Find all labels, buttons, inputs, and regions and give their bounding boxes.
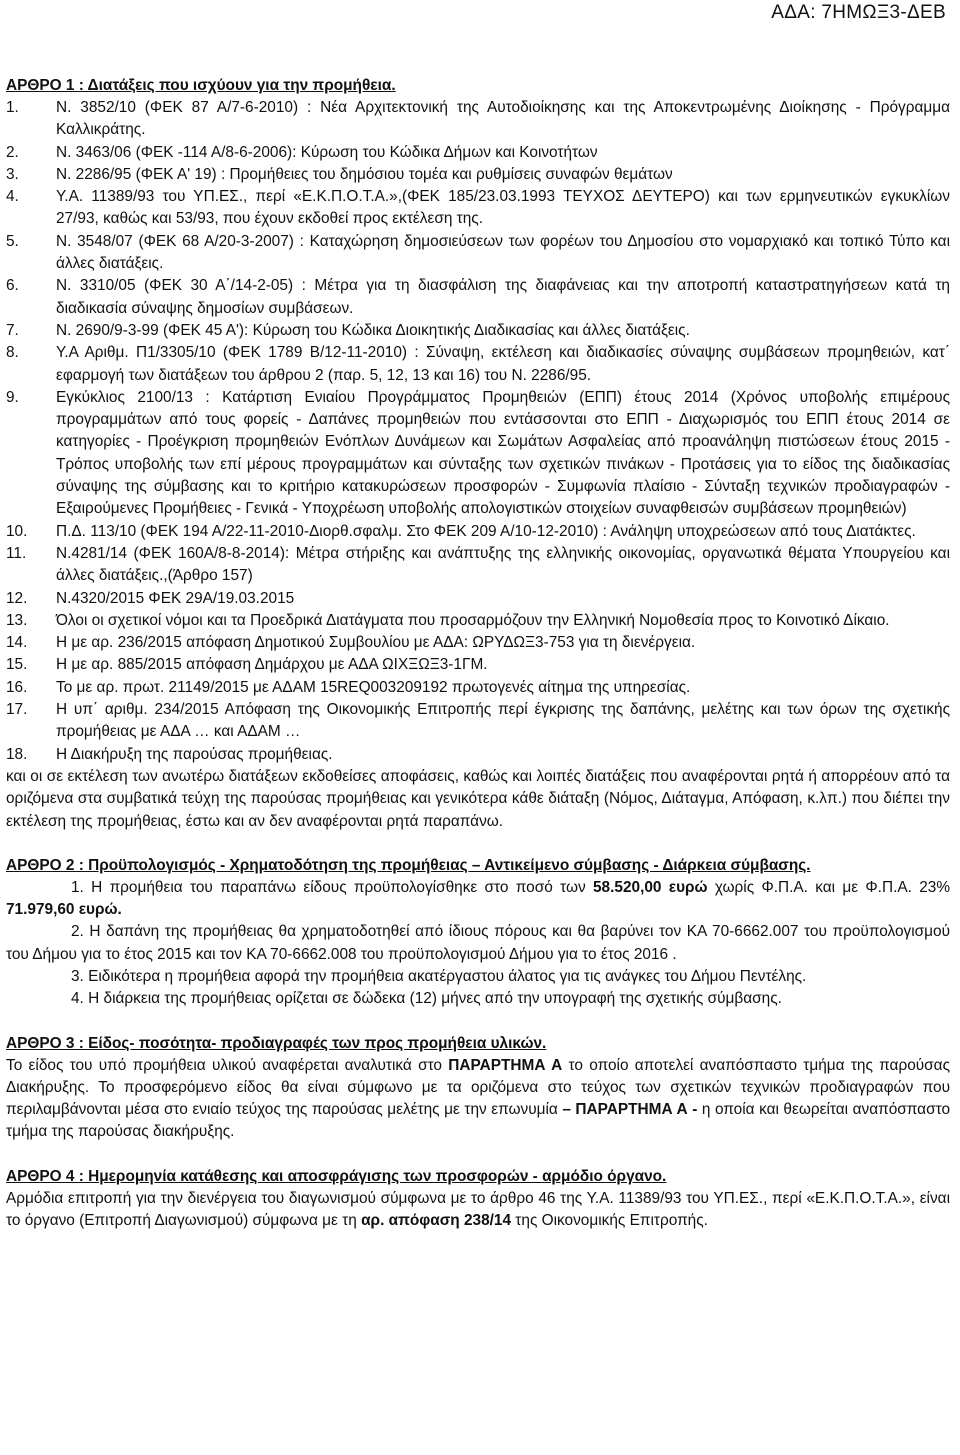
law-item [6, 588, 950, 610]
law-item-number: 5. [6, 232, 19, 250]
law-item [6, 699, 950, 744]
law-item [6, 164, 950, 186]
law-item-text: Η Διακήρυξη της παρούσας προμήθειας. [56, 745, 333, 763]
law-item-text: Εγκύκλιος 2100/13 : Κατάρτιση Ενιαίου Προγράμματος Προμηθειών (ΕΠΠ) έτους 2014 (Χρόνος υποβολής επιμέρους προγραμμάτων από τους φορείς - Δαπάνες προμηθειών που εντάσσονται στο ΕΠΠ - Διαχωρισμός του ΕΠΠ έτους 2014 σε κατηγορίες - Προέγκριση προμηθειών Ενόπλων Δυνάμεων και Σωμάτων Ασφαλείας από προανάληψη πιστώσεων έτους 2015 - Τρόπος υποβολής των επί μέρους προγραμμάτων και σύνταξης των σχετικών πινάκων - Προτάσεις για το είδος της διαδικασίας σύναψης της σύμβασης και το κριτήριο κατακυρώσεων προσφορών - Συμφωνία πλαίσιο - Σύνταξη τεχνικών προδιαγραφών - Εξαιρούμενες Προμήθειες - Γενικά - Υποχρέωση υποβολής απολογιστικών στοιχείων συναφθεισών συμβάσεων προμηθειών) [56, 388, 950, 518]
law-item [6, 543, 950, 588]
law-item-text: Ν. 3548/07 (ΦΕΚ 68 Α/20-3-2007) : Καταχώρηση δημοσιεύσεων των φορέων του Δημοσίου στο νομαρχιακό και τοπικό Τύπο και άλλες διατάξεις. [56, 232, 950, 273]
article-4-paragraph [6, 1188, 950, 1233]
law-item [6, 320, 950, 342]
law-item-text: Όλοι οι σχετικοί νόμοι και τα Προεδρικά Διατάγματα που προσαρμόζουν την Ελληνική Νομοθεσία προς το Κοινοτικό Δίκαιο. [56, 611, 890, 629]
text-run: . [117, 901, 122, 919]
text-run: 1. Η προμήθεια του παραπάνω είδους προϋπολογίσθηκε στο ποσό των [71, 878, 593, 896]
text-run: το οποίο αποτελεί αναπόσπαστο τμήμα της παρούσας Διακήρυξης. Το προσφερόμενο είδος θα είναι σύμφωνο με τα οριζόμενα στο τεύχος των σχετικών τεχνικών προδιαγραφών που περιλαμβάνονται μέσα στο ενιαίο τεύχος της παρούσας μελέτης με την επωνυμία [6, 1056, 950, 1119]
article-1-closing: και οι σε εκτέλεση των ανωτέρω διατάξεων εκδοθείσες αποφάσεις, καθώς και λοιπές διατάξεις που αναφέρονται ρητά ή απορρέουν από τα οριζόμενα στα συμβατικά τεύχη της παρούσας προμήθειας και γενικότερα κάθε διάταξη (Νόμος, Διάταγμα, Απόφαση, κ.λπ.) που διέπει την εκτέλεση της προμήθειας, έστω και αν δεν αναφέρονται ρητά παραπάνω. [6, 767, 950, 830]
law-item-text: Η με αρ. 885/2015 απόφαση Δημάρχου με ΑΔΑ ΩΙΧΞΩΞ3-1ΓΜ. [56, 656, 488, 674]
law-item-number: 12. [6, 589, 28, 607]
law-item-text: Ν. 3852/10 (ΦΕΚ 87 Α/7-6-2010) : Νέα Αρχιτεκτονική της Αυτοδιοίκησης και της Αποκεντρωμένης Διοίκησης - Πρόγραμμα Καλλικράτης. [56, 99, 950, 139]
law-item-number: 18. [6, 745, 28, 763]
article-1-heading: ΑΡΘΡΟ 1 : Διατάξεις που ισχύουν για την προμήθεια. [6, 77, 396, 94]
law-item-number: 9. [6, 388, 19, 406]
article-2-paragraph-1 [6, 877, 950, 922]
law-item-text: Η υπ΄ αριθμ. 234/2015 Απόφαση της Οικονομικής Επιτροπής περί έγκρισης της δαπάνης, μελέτης και των όρων της σχετικής προμήθειας με ΑΔΑ … και ΑΔΑΜ … [56, 701, 950, 741]
law-item-number: 4. [6, 188, 19, 206]
law-item [6, 632, 950, 654]
article-2-paragraph-3: 3. Ειδικότερα η προμήθεια αφορά την προμήθεια ακατέργαστου άλατος για τις ανάγκες του Δήμου Πεντέλης. [71, 967, 807, 985]
article-2-heading: ΑΡΘΡΟ 2 : Προϋπολογισμός - Χρηματοδότηση της προμήθειας – Αντικείμενο σύμβασης - Διάρκεια σύμβασης. [6, 856, 811, 874]
text-run: Αρμόδια επιτροπή για την διενέργεια του διαγωνισμού σύμφωνα με το άρθρο 46 της Υ.Α. 11389/93 του ΥΠ.ΕΣ., περί «Ε.Κ.Π.Ο.Τ.Α.», είναι το όργανο (Επιτροπή Διαγωνισμού) σύμφωνα με τη [6, 1189, 950, 1230]
law-item [6, 610, 950, 632]
article-4-heading: ΑΡΘΡΟ 4 : Ημερομηνία κατάθεσης και αποσφράγισης των προσφορών - αρμόδιο όργανο. [6, 1167, 667, 1185]
annex-reference: ΠΑΡΑΡΤΗΜΑ Α [448, 1056, 563, 1074]
spacer [6, 833, 950, 855]
law-item [6, 231, 950, 276]
law-item-text: Ν.4281/14 (ΦΕΚ 160Α/8-8-2014): Μέτρα στήριξης και ανάπτυξης της ελληνικής οικονομίας, οργανωτικά θέματα Υπουργείου και άλλες διατάξεις.,(Άρθρο 157) [56, 544, 950, 585]
law-item-text: Η με αρ. 236/2015 απόφαση Δημοτικού Συμβουλίου με ΑΔΑ: ΩΡΥΔΩΞ3-753 για τη διενέργεια. [56, 634, 696, 652]
law-item-number: 6. [6, 277, 19, 295]
law-item [6, 654, 950, 676]
annex-reference: – ΠΑΡΑΡΤΗΜΑ Α - [562, 1101, 698, 1119]
budget-total: 71.979,60 ευρώ [6, 901, 118, 919]
law-item [6, 186, 950, 231]
article-3-paragraph [6, 1055, 950, 1144]
law-item-text: Υ.Α. 11389/93 του ΥΠ.ΕΣ., περί «Ε.Κ.Π.Ο.Τ.Α.»,(ΦΕΚ 185/23.03.1993 ΤΕΥΧΟΣ ΔΕΥΤΕΡΟ) και των ερμηνευτικών εγκυκλίων 27/93, καθώς και 53/93, που έχουν εκδοθεί προς εκτέλεση της. [56, 188, 950, 228]
text-run: η οποία και θεωρείται αναπόσπαστο τμήμα της παρούσας διακήρυξης. [6, 1101, 950, 1141]
law-item [6, 744, 950, 766]
law-item-text: Ν. 3310/05 (ΦΕΚ 30 Α΄/14-2-05) : Μέτρα για τη διασφάλιση της διαφάνειας και την αποτροπή καταστρατηγήσεων κατά τη διαδικασία σύναψης δημοσίων συμβάσεων. [56, 277, 950, 317]
law-item [6, 342, 950, 387]
law-item-number: 13. [6, 611, 28, 629]
law-item-number: 14. [6, 634, 28, 652]
article-2-paragraph-4: 4. Η διάρκεια της προμήθειας ορίζεται σε δώδεκα (12) μήνες από την υπογραφή της σχετικής σύμβασης. [71, 990, 782, 1008]
article-3-heading: ΑΡΘΡΟ 3 : Είδος- ποσότητα- προδιαγραφές των προς προμήθεια υλικών. [6, 1034, 547, 1052]
law-item-text: Ν. 2690/9-3-99 (ΦΕΚ 45 Α'): Κύρωση του Κώδικα Διοικητικής Διαδικασίας και άλλες διατάξεις. [56, 321, 690, 339]
article-2-paragraph-2: 2. Η δαπάνη της προμήθειας θα χρηματοδοτηθεί από ίδιους πόρους και θα βαρύνει τον ΚΑ 70-6662.007 του προϋπολογισμού του Δήμου για το έτος 2015 και τον ΚΑ 70-6662.008 του προϋπολογισμού Δήμου για το έτος 2016 . [6, 923, 950, 963]
law-item [6, 521, 950, 543]
law-item-number: 11. [6, 544, 27, 562]
text-run: Το είδος του υπό προμήθεια υλικού αναφέρεται αναλυτικά στο [6, 1056, 449, 1074]
budget-amount: 58.520,00 ευρώ [593, 878, 708, 896]
law-item [6, 387, 950, 521]
law-item-text: Το με αρ. πρωτ. 21149/2015 με ΑΔΑΜ 15REQ003209192 πρωτογενές αίτημα της υπηρεσίας. [56, 678, 691, 696]
law-item-text: Ν.4320/2015 ΦΕΚ 29Α/19.03.2015 [56, 589, 295, 607]
law-item-number: 17. [6, 701, 28, 719]
law-item-number: 10. [6, 522, 28, 540]
spacer [6, 1144, 950, 1166]
ada-code: ΑΔΑ: 7ΗΜΩΞ3-ΔΕΒ [771, 2, 946, 23]
law-list [6, 97, 950, 766]
spacer [6, 1011, 950, 1033]
law-item-number: 1. [6, 99, 19, 116]
law-item-number: 7. [6, 321, 19, 339]
law-item-number: 3. [6, 165, 19, 183]
decision-reference: αρ. απόφαση 238/14 [361, 1212, 512, 1230]
law-item-text: Π.Δ. 113/10 (ΦΕΚ 194 Α/22-11-2010-Διορθ.σφαλμ. Στο ΦΕΚ 209 Α/10-12-2010) : Ανάληψη υποχρεώσεων από τους Διατάκτες. [56, 522, 916, 540]
law-item-number: 16. [6, 678, 28, 696]
law-item [6, 677, 950, 699]
law-item [6, 275, 950, 320]
law-item-text: Ν. 3463/06 (ΦΕΚ -114 Α/8-6-2006): Κύρωση του Κώδικα Δήμων και Κοινοτήτων [56, 143, 598, 161]
document-body [6, 75, 950, 1232]
law-item-text: Υ.Α Αριθμ. Π1/3305/10 (ΦΕΚ 1789 Β/12-11-2010) : Σύναψη, εκτέλεση και διαδικασίες σύναψης συμβάσεων προμηθειών, κατ΄ εφαρμογή των διατάξεων του άρθρου 2 (παρ. 5, 12, 13 και 16) του Ν. 2286/95. [56, 344, 950, 384]
law-item-number: 8. [6, 344, 19, 362]
text-run: χωρίς Φ.Π.Α. και με Φ.Π.Α. 23% [707, 878, 951, 896]
text-run: της Οικονομικής Επιτροπής. [511, 1212, 708, 1230]
law-item [6, 97, 950, 142]
law-item-number: 15. [6, 656, 28, 674]
law-item-text: Ν. 2286/95 (ΦΕΚ Α' 19) : Προμήθειες του δημόσιου τομέα και ρυθμίσεις συναφών θεμάτων [56, 165, 673, 183]
law-item-number: 2. [6, 143, 19, 161]
law-item [6, 142, 950, 164]
